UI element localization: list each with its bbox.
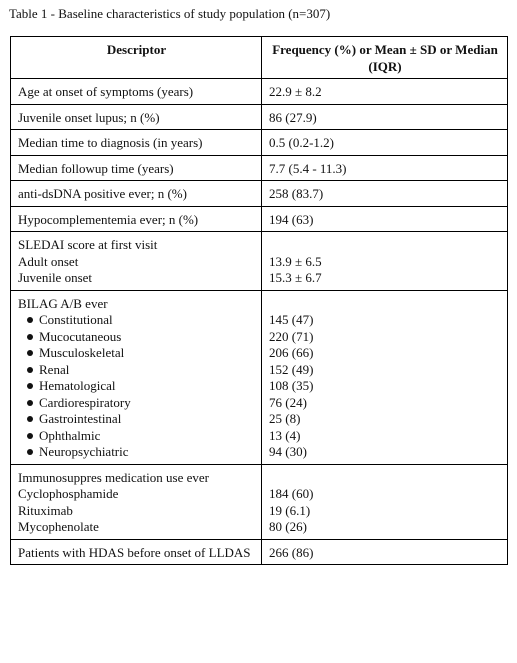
table-row: [11, 290, 508, 464]
bilag-item-label: [18, 444, 255, 461]
immuno-heading: Immunosuppres medication use ever: [18, 469, 209, 485]
row-label-followup: Median followup time (years): [11, 155, 262, 181]
baseline-characteristics-table: [10, 36, 508, 565]
row-value-juvenile: 86 (27.9): [262, 104, 508, 130]
table-header-row: [11, 37, 508, 79]
bilag-item-label: [18, 312, 255, 329]
header-descriptor: Descriptor: [11, 37, 262, 79]
row-label-age: Age at onset of symptoms (years): [11, 79, 262, 105]
table-row: [11, 130, 508, 156]
table-row: [11, 539, 508, 565]
table-caption: Table 1 - Baseline characteristics of study population (n=307): [9, 6, 331, 21]
bullet-icon: [27, 334, 33, 340]
bilag-item-text: Neuropsychiatric: [39, 444, 129, 459]
immuno-item-value: 184 (60): [269, 486, 314, 501]
sledai-item-value: 15.3 ± 6.7: [269, 270, 322, 285]
row-value-dsdna: 258 (83.7): [262, 181, 508, 207]
row-value-immunosuppressant: [262, 464, 508, 539]
bilag-item-text: Constitutional: [39, 312, 113, 327]
bullet-icon: [27, 433, 33, 439]
immuno-item-value: 19 (6.1): [269, 502, 311, 518]
bilag-item-label: [18, 411, 255, 428]
bilag-item-label: [18, 362, 255, 379]
table-row: [11, 464, 508, 539]
bilag-item-label: [18, 329, 255, 346]
bilag-item-label: [18, 395, 255, 412]
sledai-heading: SLEDAI score at first visit: [18, 237, 158, 252]
row-value-followup: 7.7 (5.4 - 11.3): [262, 155, 508, 181]
table-row: [11, 181, 508, 207]
row-label-diagnosis: Median time to diagnosis (in years): [11, 130, 262, 156]
bilag-item-label: [18, 378, 255, 395]
bilag-item-text: Gastrointestinal: [39, 411, 122, 426]
bilag-item-text: Renal: [39, 361, 70, 377]
bilag-item-value: 13 (4): [269, 427, 301, 443]
table-row: [11, 155, 508, 181]
row-value-bilag: [262, 290, 508, 464]
bilag-item-text: Musculoskeletal: [39, 345, 125, 360]
row-value-hdas: 266 (86): [262, 539, 508, 565]
row-label-dsdna: anti-dsDNA positive ever; n (%): [11, 181, 262, 207]
row-label-sledai: [11, 232, 262, 291]
bilag-item-value: 220 (71): [269, 328, 314, 344]
bullet-icon: [27, 317, 33, 323]
bilag-item-value: 25 (8): [269, 411, 301, 426]
sledai-item-label: Juvenile onset: [18, 270, 93, 285]
row-label-hypocomplementemia: Hypocomplementemia ever; n (%): [11, 206, 262, 232]
table-row: [11, 79, 508, 105]
bilag-item-text: Mucocutaneous: [39, 328, 122, 344]
bilag-item-value: 152 (49): [269, 361, 314, 377]
row-label-hdas: Patients with HDAS before onset of LLDAS: [11, 539, 262, 565]
bilag-item-value: 108 (35): [269, 378, 314, 393]
bullet-icon: [27, 400, 33, 406]
row-value-diagnosis: 0.5 (0.2-1.2): [262, 130, 508, 156]
bilag-item-value: 206 (66): [269, 345, 314, 360]
immuno-item-label: Cyclophosphamide: [18, 486, 119, 501]
row-value-hypocomplementemia: 194 (63): [262, 206, 508, 232]
sledai-item-label: Adult onset: [18, 253, 79, 269]
bullet-icon: [27, 449, 33, 455]
bilag-item-text: Cardiorespiratory: [39, 394, 131, 410]
immuno-item-value: 80 (26): [269, 519, 307, 534]
bullet-icon: [27, 367, 33, 373]
table-row: [11, 104, 508, 130]
table-row: [11, 232, 508, 291]
sledai-item-value: 13.9 ± 6.5: [269, 253, 322, 269]
row-value-sledai: [262, 232, 508, 291]
row-label-juvenile: Juvenile onset lupus; n (%): [11, 104, 262, 130]
row-label-immunosuppressant: [11, 464, 262, 539]
bullet-icon: [27, 416, 33, 422]
bilag-item-value: 94 (30): [269, 444, 307, 459]
bilag-item-value: 76 (24): [269, 394, 307, 410]
immuno-item-label: Rituximab: [18, 502, 73, 518]
bilag-heading: BILAG A/B ever: [18, 295, 108, 311]
bullet-icon: [27, 350, 33, 356]
row-value-age: 22.9 ± 8.2: [262, 79, 508, 105]
bilag-item-label: [18, 428, 255, 445]
table-row: [11, 206, 508, 232]
header-frequency: Frequency (%) or Mean ± SD or Median (IQR): [262, 37, 508, 79]
bullet-icon: [27, 383, 33, 389]
bilag-item-text: Ophthalmic: [39, 427, 101, 443]
immuno-item-label: Mycophenolate: [18, 519, 99, 534]
bilag-item-label: [18, 345, 255, 362]
row-label-bilag: [11, 290, 262, 464]
bilag-item-text: Hematological: [39, 378, 116, 393]
bilag-item-value: 145 (47): [269, 312, 314, 327]
